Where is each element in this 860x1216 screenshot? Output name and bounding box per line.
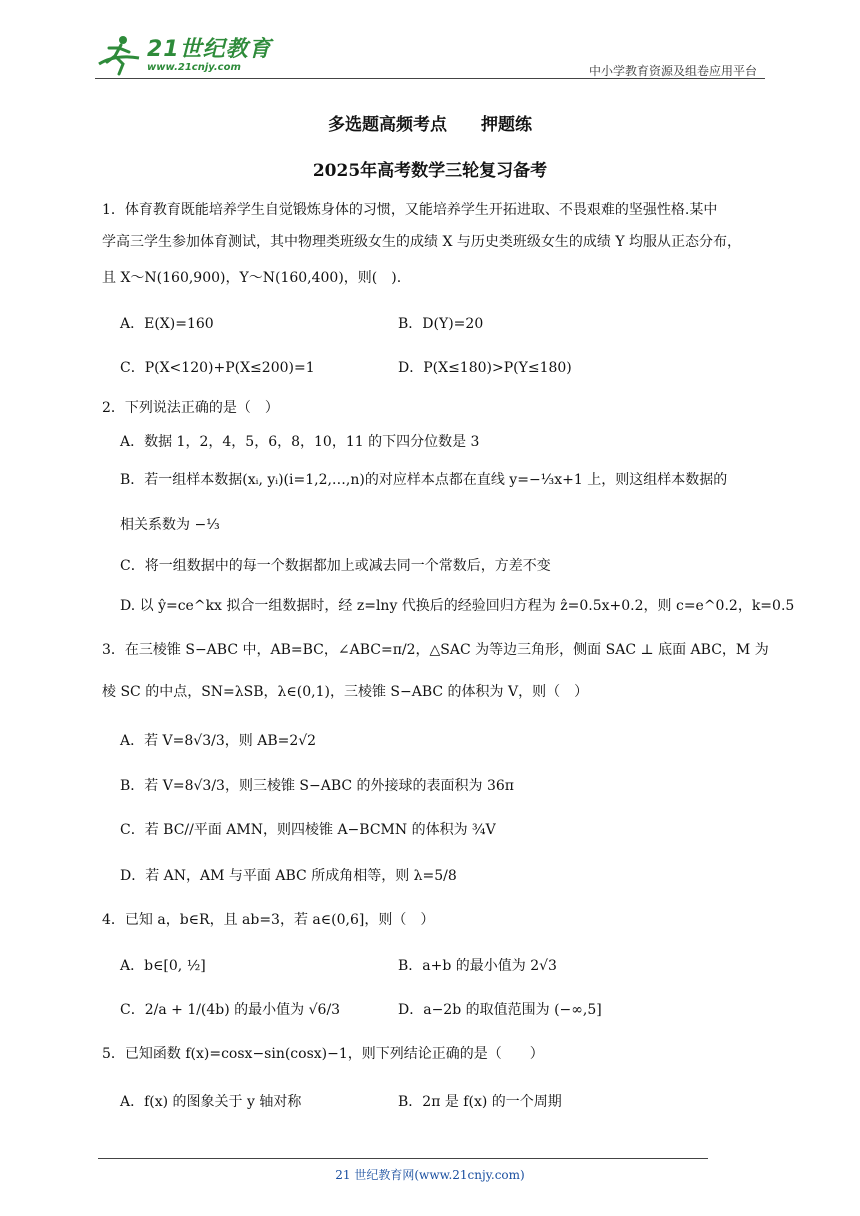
q1-option-b: B．D(Y)=20 [398,316,484,332]
q4-option-b: B．a+b 的最小值为 2√3 [398,958,557,974]
footer-link[interactable]: 21 世纪教育网(www.21cnjy.com) [335,1168,525,1182]
q3-line2: 棱 SC 的中点，SN=λSB，λ∈(0,1)，三棱锥 S−ABC 的体积为 V，则（ ） [102,684,589,700]
q1-line1: 1．体育教育既能培养学生自觉锻炼身体的习惯，又能培养学生开拓进取、不畏艰难的坚强性格.某中 [102,202,718,218]
q1-line3: 且 X～N(160,900)，Y～N(160,400)，则( ). [102,270,402,286]
q5-option-b: B．2π 是 f(x) 的一个周期 [398,1094,562,1110]
q5-option-a: A．f(x) 的图象关于 y 轴对称 [120,1094,302,1110]
platform-name: 中小学教育资源及组卷应用平台 [588,64,757,78]
q4-option-a: A．b∈[0, ½] [120,958,206,974]
site-logo[interactable] [95,34,272,78]
q1-option-d: D．P(X≤180)>P(Y≤180) [398,360,572,376]
q5-stem: 5．已知函数 f(x)=cosx−sin(cosx)−1，则下列结论正确的是（ ） [102,1046,544,1062]
q2-option-c: C．将一组数据中的每一个数据都加上或减去同一个常数后，方差不变 [120,558,551,574]
q4-option-c: C．2/a + 1/(4b) 的最小值为 √6/3 [120,1002,341,1018]
q2-stem: 2．下列说法正确的是（ ） [102,400,279,416]
q3-line1: 3．在三棱锥 S−ABC 中，AB=BC，∠ABC=π/2，△SAC 为等边三角形，侧面 SAC ⊥ 底面 ABC，M 为 [102,642,769,658]
q4-stem: 4．已知 a，b∈R，且 ab=3，若 a∈(0,6]，则（ ） [102,912,435,928]
q3-option-d: D．若 AN，AM 与平面 ABC 所成角相等，则 λ=5/8 [120,868,457,884]
q1-option-c: C．P(X<120)+P(X≤200)=1 [120,360,315,376]
page-header [95,30,765,80]
logo-name: 21世纪教育 [147,37,272,62]
page-title: 多选题高频考点 押题练 [328,115,532,135]
header-divider [95,78,765,79]
q4-option-d: D．a−2b 的取值范围为 (−∞,5] [398,1002,602,1018]
logo-url: www.21cnjy.com [147,62,241,73]
q3-option-b: B．若 V=8√3/3，则三棱锥 S−ABC 的外接球的表面积为 36π [120,778,514,794]
q2-option-a: A．数据 1，2，4，5，6，8，10，11 的下四分位数是 3 [120,434,480,450]
q3-option-a: A．若 V=8√3/3，则 AB=2√2 [120,733,317,749]
running-man-icon [95,34,143,78]
q2-option-b-line2: 相关系数为 −⅓ [120,517,220,533]
q2-option-d: D. 以 ŷ=ce^kx 拟合一组数据时，经 z=lny 代换后的经验回归方程为 ẑ=0.5x+0.2，则 c=e^0.2，k=0.5 [120,598,795,614]
q1-line2: 学高三学生参加体育测试，其中物理类班级女生的成绩 X 与历史类班级女生的成绩 Y 均服从正态分布， [102,234,742,250]
q2-option-b-line1: B．若一组样本数据(xᵢ, yᵢ)(i=1,2,…,n)的对应样本点都在直线 y=−⅓x+1 上，则这组样本数据的 [120,472,728,488]
q1-option-a: A．E(X)=160 [120,316,214,332]
q3-option-c: C．若 BC//平面 AMN，则四棱锥 A−BCMN 的体积为 ¾V [120,822,496,838]
page-subtitle: 2025年高考数学三轮复习备考 [312,161,548,181]
footer-divider [98,1158,708,1159]
